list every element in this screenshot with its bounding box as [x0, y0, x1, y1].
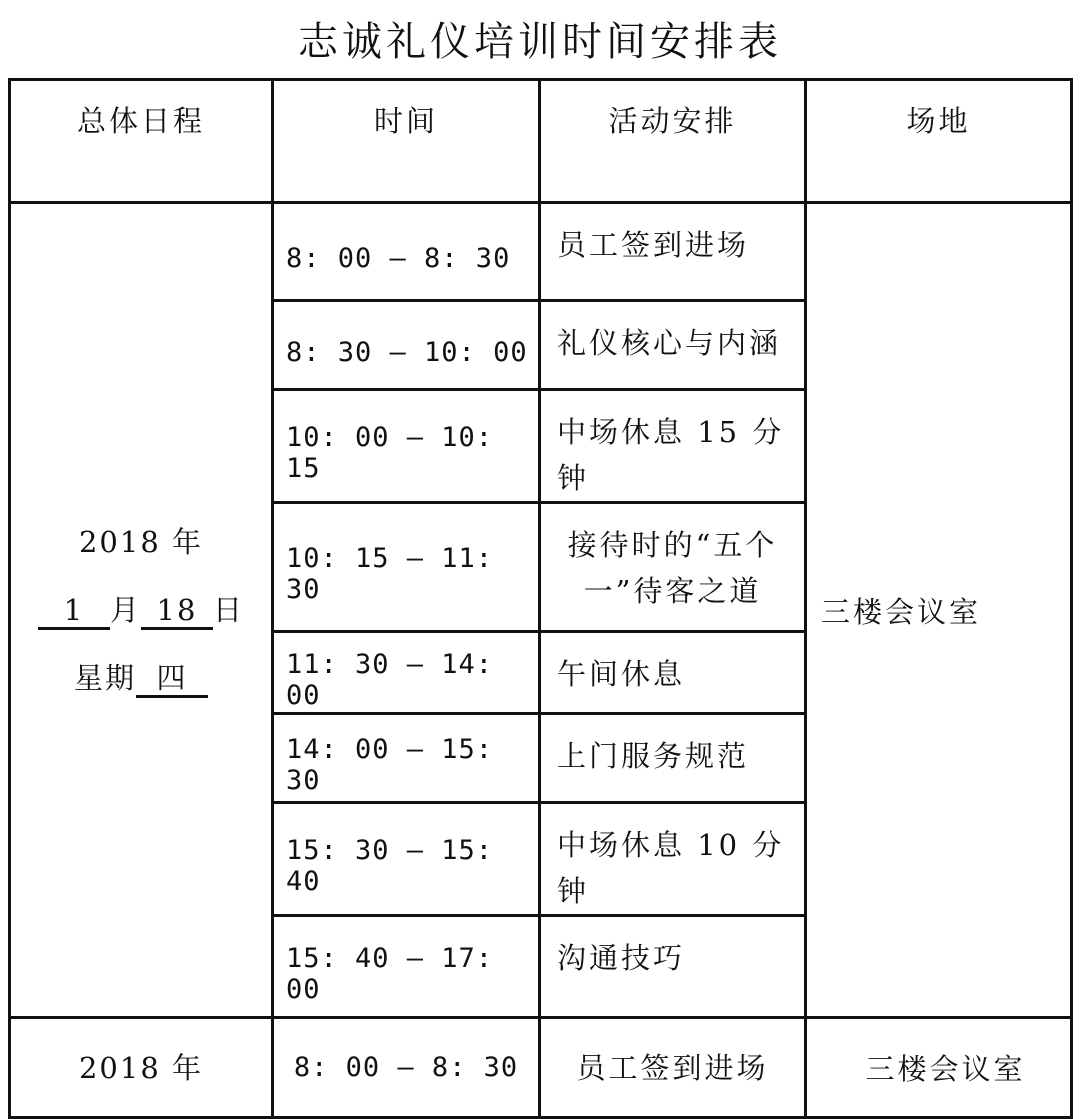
day1-month: 1: [38, 593, 110, 630]
header-time: 时间: [273, 80, 540, 203]
time-cell: 11: 30 – 14: 00: [273, 632, 540, 714]
day1-weekday: 四: [136, 661, 208, 698]
table-row: [10, 203, 1072, 301]
activity-cell: 礼仪核心与内涵: [540, 301, 806, 390]
time-cell: 8: 00 – 8: 30: [273, 1018, 540, 1118]
document-title: 志诚礼仪培训时间安排表: [298, 19, 782, 65]
day1-month-day: [11, 576, 271, 644]
header-schedule: 总体日程: [10, 80, 273, 203]
day2-venue-cell: 三楼会议室: [806, 1018, 1072, 1118]
activity-cell: 接待时的“五个一”待客之道: [540, 503, 806, 632]
day1-weekday-label: 星期: [73, 661, 136, 695]
time-cell: 14: 00 – 15: 30: [273, 714, 540, 803]
header-activity: 活动安排: [540, 80, 806, 203]
activity-cell: 沟通技巧: [540, 916, 806, 1018]
day1-date-cell: [10, 203, 273, 1018]
table-header-row: [10, 80, 1072, 203]
time-cell: 10: 15 – 11: 30: [273, 503, 540, 632]
time-cell: 15: 40 – 17: 00: [273, 916, 540, 1018]
day1-venue-cell: 三楼会议室: [806, 203, 1072, 1018]
activity-cell: 午间休息: [540, 632, 806, 714]
activity-cell: 上门服务规范: [540, 714, 806, 803]
day1-month-unit: 月: [109, 593, 141, 627]
day2-date-cell: 2018 年: [10, 1018, 273, 1118]
activity-cell: 中场休息 10 分钟: [540, 803, 806, 916]
day1-day: 18: [141, 593, 213, 630]
day1-year: 2018 年: [78, 525, 204, 559]
header-venue: 场地: [806, 80, 1072, 203]
day1-day-unit: 日: [213, 593, 245, 627]
activity-cell: 中场休息 15 分钟: [540, 390, 806, 503]
table-row: [10, 1018, 1072, 1118]
activity-cell: 员工签到进场: [540, 203, 806, 301]
time-cell: 8: 30 – 10: 00: [273, 301, 540, 390]
activity-cell: 员工签到进场: [540, 1018, 806, 1118]
time-cell: 15: 30 – 15: 40: [273, 803, 540, 916]
day1-weekday-line: [11, 644, 271, 712]
time-cell: 10: 00 – 10: 15: [273, 390, 540, 503]
time-cell: 8: 00 – 8: 30: [273, 203, 540, 301]
schedule-table: [8, 78, 1073, 1119]
